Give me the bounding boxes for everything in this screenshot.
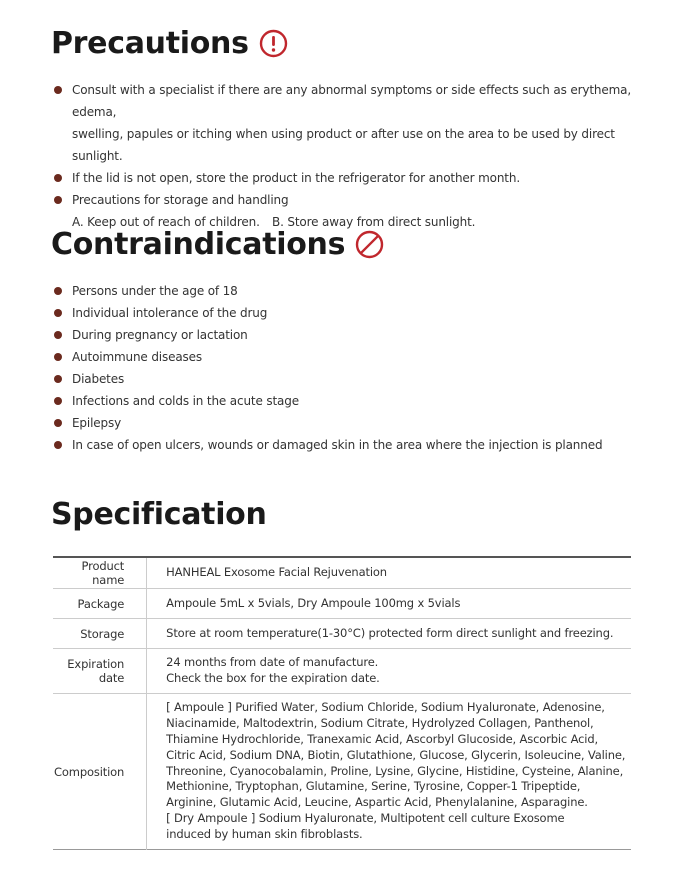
list-item: Autoimmune diseases <box>51 346 651 368</box>
exclamation-circle-icon <box>259 29 288 58</box>
precautions-list <box>51 79 651 233</box>
composition-line: Arginine, Glutamic Acid, Leucine, Aspartic Acid, Phenylalanine, Asparagine. <box>166 795 588 810</box>
list-item: Infections and colds in the acute stage <box>51 390 651 412</box>
spec-value: Store at room temperature(1-30°C) protected form direct sunlight and freezing. <box>147 619 632 649</box>
spec-key: Expiration date <box>53 649 147 694</box>
bullet-dot <box>54 419 62 427</box>
contraindications-title <box>51 227 384 262</box>
spec-key: Package <box>53 589 147 619</box>
bullet-dot <box>54 287 62 295</box>
contraindications-list <box>51 280 651 456</box>
composition-line: Methionine, Tryptophan, Glutamine, Serine, Tyrosine, Copper-1 Tripeptide, <box>166 779 581 794</box>
bullet-dot <box>54 353 62 361</box>
spec-value <box>147 649 632 694</box>
sub-item-a: A. Keep out of reach of children. <box>72 215 260 229</box>
prohibited-icon <box>355 230 384 259</box>
list-item: During pregnancy or lactation <box>51 324 651 346</box>
bullet-dot <box>54 309 62 317</box>
list-item: Individual intolerance of the drug <box>51 302 651 324</box>
precautions-title <box>51 26 288 61</box>
list-item: Consult with a specialist if there are any abnormal symptoms or side effects such as erythema, edema, <box>51 79 651 123</box>
specification-table <box>53 556 631 850</box>
bullet-dot <box>54 174 62 182</box>
list-item: In case of open ulcers, wounds or damaged skin in the area where the injection is planned <box>51 434 651 456</box>
composition-line: Citric Acid, Sodium DNA, Biotin, Glutathione, Glucose, Glycerin, Isoleucine, Valine, <box>166 747 626 762</box>
spec-value: Ampoule 5mL x 5vials, Dry Ampoule 100mg x 5vials <box>147 589 632 619</box>
precautions-title-text: Precautions <box>51 26 249 61</box>
contraindications-title-text: Contraindications <box>51 227 346 262</box>
spec-value <box>147 694 632 850</box>
expiration-line: Check the box for the expiration date. <box>166 671 380 685</box>
specification-title <box>51 497 267 532</box>
table-row <box>53 694 631 850</box>
table-row <box>53 557 631 589</box>
list-item-continued: swelling, papules or itching when using product or after use on the area to be used by direct sunlight. <box>72 127 615 163</box>
list-item: Diabetes <box>51 368 651 390</box>
list-item: Epilepsy <box>51 412 651 434</box>
table-row <box>53 589 631 619</box>
spec-value: HANHEAL Exosome Facial Rejuvenation <box>147 557 632 589</box>
bullet-dot <box>54 397 62 405</box>
sub-item-b: B. Store away from direct sunlight. <box>272 215 476 229</box>
composition-line: Niacinamide, Maltodextrin, Sodium Citrate, Hydrolyzed Collagen, Panthenol, <box>166 716 594 731</box>
spec-key: Product name <box>53 557 147 589</box>
composition-line: [ Dry Ampoule ] Sodium Hyaluronate, Multipotent cell culture Exosome <box>166 810 565 825</box>
bullet-dot <box>54 331 62 339</box>
spec-key: Composition <box>53 694 147 850</box>
table-row <box>53 649 631 694</box>
composition-line: Thiamine Hydrochloride, Tranexamic Acid, Ascorbyl Glucoside, Ascorbic Acid, <box>166 732 598 746</box>
list-item: Persons under the age of 18 <box>51 280 651 302</box>
specification-title-text: Specification <box>51 497 267 532</box>
list-item: Precautions for storage and handling <box>51 189 651 211</box>
bullet-dot <box>54 86 62 94</box>
composition-line: Threonine, Cyanocobalamin, Proline, Lysine, Glycine, Histidine, Cysteine, Alanine, <box>166 763 624 778</box>
composition-line: induced by human skin fibroblasts. <box>166 826 363 841</box>
composition-line: [ Ampoule ] Purified Water, Sodium Chloride, Sodium Hyaluronate, Adenosine, <box>166 700 605 715</box>
bullet-dot <box>54 441 62 449</box>
spec-key: Storage <box>53 619 147 649</box>
expiration-line: 24 months from date of manufacture. <box>166 655 379 670</box>
bullet-dot <box>54 375 62 383</box>
table-row <box>53 619 631 649</box>
list-item: If the lid is not open, store the product in the refrigerator for another month. <box>51 167 651 189</box>
bullet-dot <box>54 196 62 204</box>
